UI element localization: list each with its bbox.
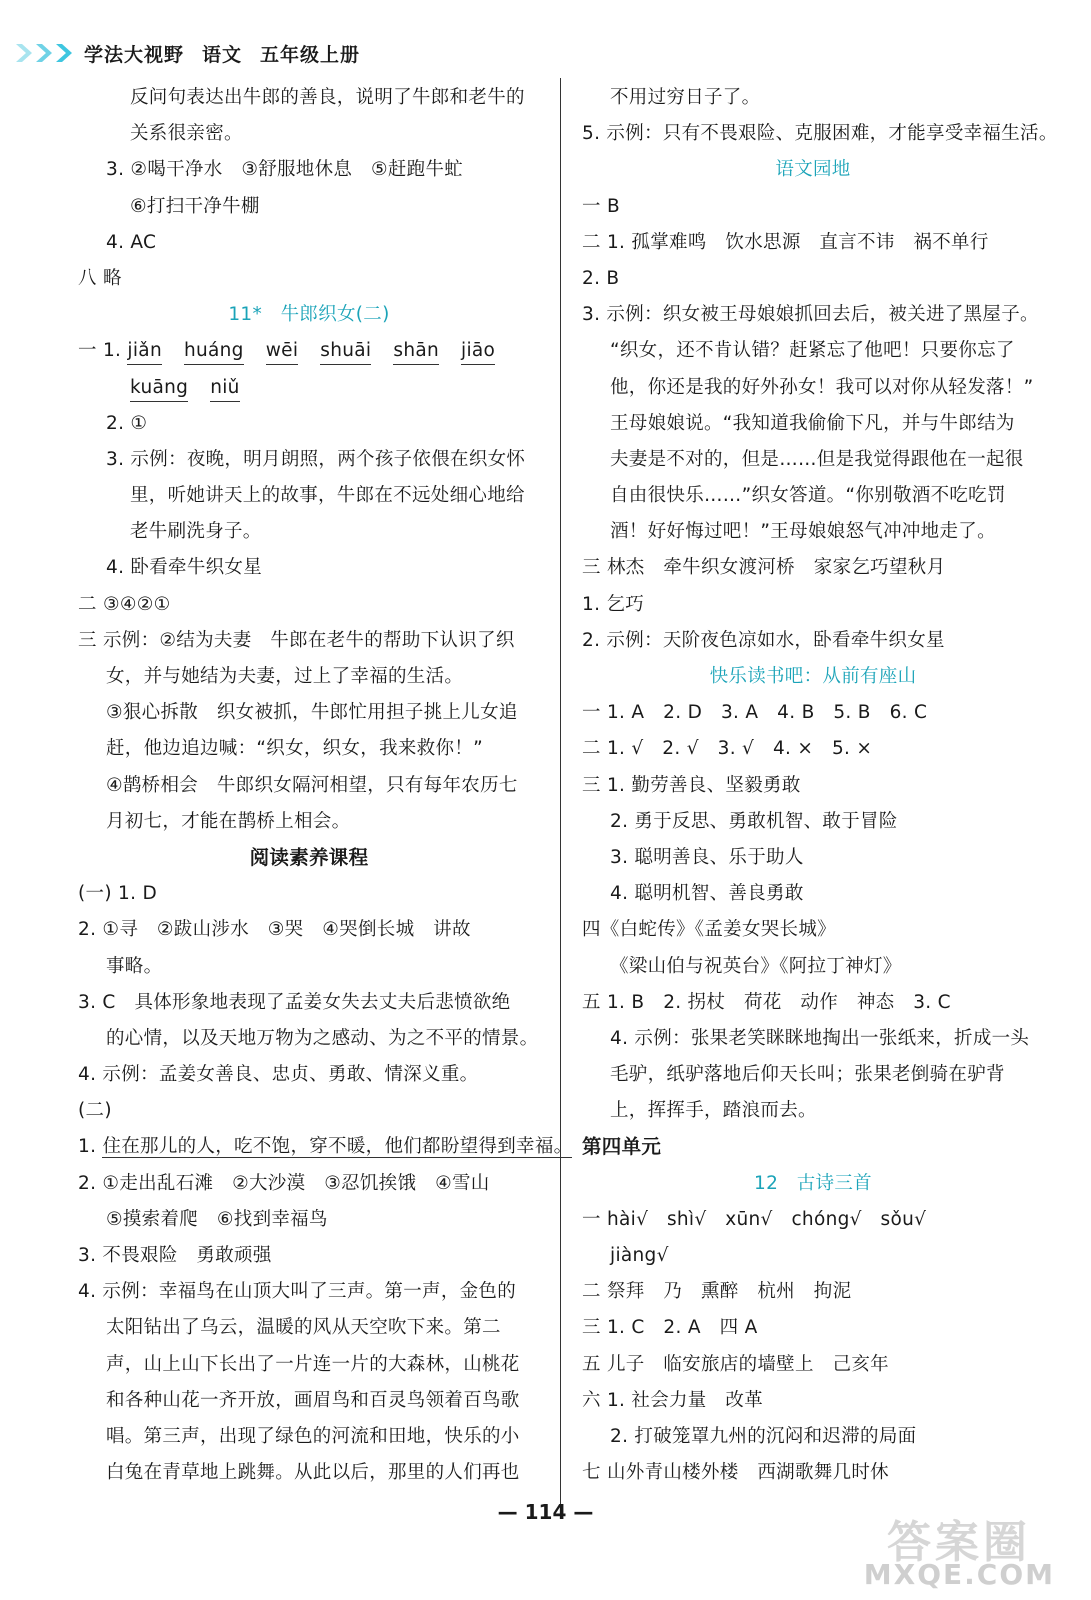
lesson-12-heading	[582, 1166, 1044, 1202]
answer-line: 王母娘娘说。“我知道我偷偷下凡，并与牛郎结为	[610, 412, 1015, 434]
pinyin-line	[78, 333, 540, 369]
answer-line: 5. 示例：只有不畏艰险、克服困难，才能享受幸福生活。	[582, 123, 1058, 145]
pinyin-answer: kuāng	[130, 375, 188, 402]
answer-line: 月初七，才能在鹊桥上相会。	[106, 810, 351, 832]
left-column	[78, 80, 573, 1491]
pinyin-answer: wēi	[266, 338, 299, 365]
answer-line: 毛驴，纸驴落地后仰天长叫；张果老倒骑在驴背	[610, 1064, 1005, 1086]
answer-line: 2. ①	[106, 412, 148, 434]
answer-line: 老牛刷洗身子。	[130, 521, 262, 543]
pinyin-line	[78, 370, 540, 406]
answer-line: jiàng√	[610, 1245, 669, 1266]
answer-line: ④鹊桥相会 牛郎织女隔河相望，只有每年农历七	[106, 774, 518, 796]
answer-line: 五 1. B 2. 拐杖 荷花 动作 神态 3. C	[582, 991, 951, 1013]
answer-line: 4. AC	[106, 231, 157, 253]
answer-line: 二 祭拜 乃 熏醉 杭州 拘泥	[582, 1281, 852, 1303]
answer-line: 2. 勇于反思、勇敢机智、敢于冒险	[610, 810, 898, 832]
page-number: — 114 —	[497, 1500, 594, 1524]
answer-line: 3. 示例：织女被王母娘娘抓回去后，被关进了黑屋子。	[582, 304, 1039, 326]
answer-line: 2. 示例：天阶夜色凉如水，卧看牵牛织女星	[582, 629, 945, 651]
answer-line: 2. ①走出乱石滩 ②大沙漠 ③忍饥挨饿 ④雪山	[78, 1172, 490, 1194]
answer-line: 酒！好好悔过吧！”王母娘娘怒气冲冲地走了。	[610, 521, 996, 543]
answer-line: 事略。	[106, 955, 163, 977]
answer-line: 四《白蛇传》《孟姜女哭长城》	[582, 919, 836, 941]
answer-line: 3. C 具体形象地表现了孟姜女失去丈夫后悲愤欲绝	[78, 991, 511, 1013]
header-grade: 五年级上册	[260, 43, 361, 66]
answer-line: 3. 聪明善良、乐于助人	[610, 846, 804, 868]
answer-line: 三 1. 勤劳善良、坚毅勇敢	[582, 774, 801, 796]
answer-line: 的心情，以及天地万物为之感动、为之不平的情景。	[106, 1027, 539, 1049]
answer-line: 4. 示例：孟姜女善良、忠贞、勇敢、情深义重。	[78, 1064, 479, 1086]
answer-line: (二)	[78, 1100, 112, 1122]
header-subject: 语文	[202, 43, 243, 66]
answer-line: 白兔在青草地上跳舞。从此以后，那里的人们再也	[106, 1462, 520, 1484]
answer-line: 三 示例：②结为夫妻 牛郎在老牛的帮助下认识了织	[78, 629, 515, 651]
answer-line: 自由很快乐……”织女答道。“你别敬酒不吃吃罚	[610, 485, 1006, 507]
answer-line: 不用过穷日子了。	[610, 87, 761, 108]
answer-line: 一 1. A 2. D 3. A 4. B 5. B 6. C	[582, 702, 928, 724]
answer-line: 4. 示例：张果老笑眯眯地掏出一张纸来，折成一头	[610, 1027, 1030, 1049]
answer-line: 1. 乞巧	[582, 593, 645, 615]
answer-line: ⑥打扫干净牛棚	[130, 195, 260, 217]
pinyin-answer: shuāi	[320, 338, 371, 365]
answer-line: 八 略	[78, 267, 122, 289]
right-column	[582, 80, 1058, 1491]
answer-line: 上，挥挥手，踏浪而去。	[610, 1100, 817, 1122]
answer-line: 3. 示例：夜晚，明月朗照，两个孩子依偎在织女怀	[106, 448, 526, 470]
answer-line: 二 1. 孤掌难鸣 饮水思源 直言不讳 祸不单行	[582, 231, 989, 253]
answer-line: 3. ②喝干净水 ③舒服地休息 ⑤赶跑牛虻	[106, 159, 464, 181]
answer-line: 反问句表达出牛郎的善良，说明了牛郎和老牛的	[130, 87, 525, 108]
answer-line: 太阳钻出了乌云，温暖的风从天空吹下来。第二	[106, 1317, 501, 1339]
answer-line: 唱。第三声，出现了绿色的河流和田地，快乐的小	[106, 1425, 520, 1447]
question-label: 1.	[78, 1136, 103, 1158]
answer-line: 声，山上山下长出了一片连一片的大森林，山桃花	[106, 1353, 520, 1375]
answer-line	[78, 1129, 573, 1165]
header-title	[84, 40, 378, 67]
pinyin-answer: niǔ	[210, 375, 240, 402]
answer-line: 4. 卧看牵牛织女星	[106, 557, 263, 579]
header-series: 学法大视野	[84, 43, 185, 66]
answer-line: ⑤摸索着爬 ⑥找到幸福鸟	[106, 1208, 328, 1230]
answer-line: “织女，还不肯认错？赶紧忘了他吧！只要你忘了	[610, 340, 1015, 362]
unit-4-heading: 第四单元	[582, 1135, 662, 1159]
section-heading-reading: 阅读素养课程	[249, 845, 369, 869]
chevron-decoration-icon	[14, 42, 74, 64]
answer-line: 女，并与她结为夫妻，过上了幸福的生活。	[106, 666, 464, 687]
answer-line: 三 林杰 牵牛织女渡河桥 家家乞巧望秋月	[582, 557, 946, 579]
section-heading-happy-reading: 快乐读书吧：从前有座山	[709, 666, 917, 687]
answer-line: 3. 不畏艰险 勇敢顽强	[78, 1245, 272, 1266]
answer-line: 2. B	[582, 267, 620, 289]
answer-line: 七 山外青山楼外楼 西湖歌舞几时休	[582, 1462, 889, 1484]
pinyin-answer: jiǎn	[127, 338, 162, 365]
pinyin-answer: huáng	[184, 338, 244, 365]
answer-line: 六 1. 社会力量 改革	[582, 1389, 764, 1411]
answer-line: 和各种山花一齐开放，画眉鸟和百灵鸟领着百鸟歌	[106, 1389, 520, 1411]
answer-line: 2. 打破笼罩九州的沉闷和迟滞的局面	[610, 1425, 917, 1447]
lesson-number: 11*	[228, 304, 263, 326]
answer-line: 4. 聪明机智、善良勇敢	[610, 883, 804, 905]
lesson-title: 古诗三首	[796, 1172, 872, 1194]
page-header	[14, 38, 378, 68]
answer-line: 三 1. C 2. A 四 A	[582, 1317, 758, 1339]
underlined-answer: 住在那儿的人，吃不饱，穿不暖，他们都盼望得到幸福。	[102, 1136, 573, 1158]
answer-line: 一 B	[582, 195, 620, 217]
column-divider	[560, 78, 561, 1518]
lesson-number: 12	[754, 1172, 779, 1194]
answer-line: 里，听她讲天上的故事，牛郎在不远处细心地给	[130, 485, 525, 507]
answer-line: (一) 1. D	[78, 883, 157, 905]
watermark-domain: MXQE.COM	[863, 1558, 1055, 1591]
answer-line: ③狠心拆散 织女被抓，牛郎忙用担子挑上儿女追	[106, 702, 518, 724]
answer-line: 他，你还是我的好外孙女！我可以对你从轻发落！”	[610, 376, 1034, 398]
answer-line: 4. 示例：幸福鸟在山顶大叫了三声。第一声，金色的	[78, 1281, 517, 1303]
answer-line: 关系很亲密。	[130, 123, 243, 145]
answer-line: 夫妻是不对的，但是……但是我觉得跟他在一起很	[610, 448, 1024, 470]
question-label: 一 1.	[78, 340, 122, 362]
watermark-logo: 答案圈	[887, 1517, 1031, 1568]
lesson-title: 牛郎织女(二)	[280, 304, 390, 326]
answer-line: 五 儿子 临安旅店的墙壁上 己亥年	[582, 1353, 889, 1375]
answer-line: 二 1. √ 2. √ 3. √ 4. × 5. ×	[582, 738, 873, 760]
section-heading-yuwen: 语文园地	[775, 159, 851, 181]
answer-line: 二 ③④②①	[78, 593, 171, 615]
pinyin-answer: jiāo	[461, 338, 495, 365]
lesson-11-heading	[78, 297, 540, 333]
pinyin-answer: shān	[393, 338, 439, 365]
answer-line: 赶，他边追边喊：“织女，织女，我来救你！”	[106, 738, 483, 760]
answer-line: 一 hài√ shì√ xūn√ chóng√ sǒu√	[582, 1208, 927, 1230]
answer-line: 《梁山伯与祝英台》《阿拉丁神灯》	[610, 955, 902, 977]
answer-line: 2. ①寻 ②跋山涉水 ③哭 ④哭倒长城 讲故	[78, 919, 471, 941]
